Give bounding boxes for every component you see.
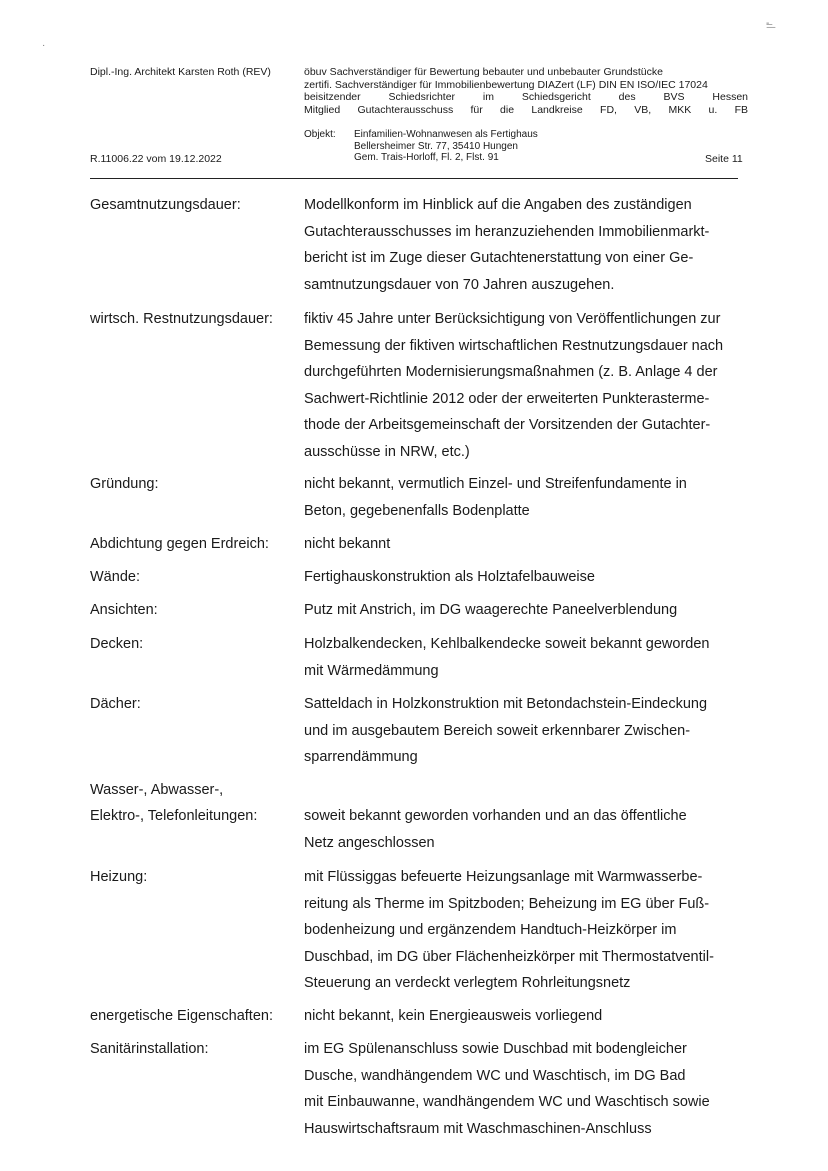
spec-value (304, 803, 754, 856)
spec-line: Netz angeschlossen (304, 834, 435, 851)
spec-value (304, 192, 754, 298)
object-line: Bellersheimer Str. 77, 35410 Hungen (354, 140, 518, 152)
object-line: Einfamilien-Wohnanwesen als Fertighaus (354, 129, 538, 140)
spec-value (304, 564, 754, 591)
spec-label: energetische Eigenschaften: (90, 1008, 273, 1024)
spec-label: Heizung: (90, 869, 148, 885)
spec-line: nicht bekannt, vermutlich Einzel- und Streifenfundamente in (304, 476, 687, 492)
spec-line: Hauswirtschaftsraum mit Waschmaschinen-Anschluss (304, 1120, 652, 1137)
spec-line: Fertighauskonstruktion als Holztafelbauweise (304, 569, 595, 585)
spec-value (304, 597, 754, 624)
spec-label: Gesamtnutzungsdauer: (90, 197, 241, 213)
spec-line: mit Wärmedämmung (304, 662, 439, 679)
spec-line: Sachwert-Richtlinie 2012 oder der erweiterten Punkterasterme- (304, 390, 710, 407)
spec-line: mit Einbauwanne, wandhängendem WC und Waschtisch sowie (304, 1094, 710, 1110)
header-divider (90, 178, 738, 179)
spec-label: Elektro-, Telefonleitungen: (90, 808, 258, 824)
spec-line: Steuerung an verdeckt verlegtem Rohrleitungsnetz (304, 975, 631, 991)
spec-line: bodenheizung und ergänzendem Handtuch-Heizkörper im (304, 922, 677, 938)
qualification-line: Mitglied Gutachterausschuss für die Landkreise FD, VB, MKK u. FB (304, 103, 748, 116)
spec-line: nicht bekannt (304, 536, 391, 552)
spec-value (304, 306, 754, 465)
spec-label: Wasser-, Abwasser-, (90, 782, 224, 798)
spec-label: Ansichten: (90, 602, 158, 618)
reference-number: R.11006.22 vom 19.12.2022 (90, 153, 222, 165)
spec-line: nicht bekannt, kein Energieausweis vorliegend (304, 1008, 603, 1024)
qualification-line: beisitzender Schiedsrichter im Schiedsgericht des BVS Hessen (304, 91, 748, 103)
spec-line: soweit bekannt geworden vorhanden und an das öffentliche (304, 808, 687, 824)
spec-line: mit Flüssiggas befeuerte Heizungsanlage mit Warmwasserbe- (304, 869, 703, 885)
spec-value (304, 471, 754, 524)
scan-mark-top-left: · (42, 40, 46, 51)
spec-line: fiktiv 45 Jahre unter Berücksichtigung von Veröffentlichungen zur (304, 311, 721, 327)
spec-line: reitung als Therme im Spitzboden; Beheizung im EG über Fuß- (304, 895, 710, 912)
spec-value (304, 1036, 754, 1142)
spec-line: im EG Spülenanschluss sowie Duschbad mit bodengleicher (304, 1041, 687, 1057)
object-line: Gem. Trais-Horloff, Fl. 2, Flst. 91 (354, 152, 499, 163)
object-label: Objekt: (304, 129, 336, 140)
spec-line: Putz mit Anstrich, im DG waagerechte Paneelverblendung (304, 602, 678, 618)
spec-line: Satteldach in Holzkonstruktion mit Betondachstein-Eindeckung (304, 696, 708, 712)
spec-line: Holzbalkendecken, Kehlbalkendecke soweit bekannt geworden (304, 636, 710, 652)
spec-line: samtnutzungsdauer von 70 Jahren auszugehen. (304, 276, 615, 293)
spec-label: Decken: (90, 636, 144, 652)
page-number: Seite 11 (705, 153, 743, 165)
spec-line: Dusche, wandhängendem WC und Waschtisch, im DG Bad (304, 1067, 686, 1084)
qualifications (304, 66, 748, 116)
spec-line: durchgeführten Modernisierungsmaßnahmen (z. B. Anlage 4 der (304, 364, 718, 380)
spec-value (304, 1003, 754, 1030)
spec-value (304, 691, 754, 771)
spec-label: Gründung: (90, 476, 159, 492)
spec-line: Modellkonform im Hinblick auf die Angaben des zuständigen (304, 197, 692, 213)
spec-label: Dächer: (90, 696, 141, 712)
spec-label: Abdichtung gegen Erdreich: (90, 536, 269, 552)
spec-label: Sanitärinstallation: (90, 1041, 209, 1057)
spec-line: bericht ist im Zuge dieser Gutachtenerstattung von einer Ge- (304, 250, 694, 266)
spec-line: thode der Arbeitsgemeinschaft der Vorsitzenden der Gutachter- (304, 417, 711, 433)
spec-line: und im ausgebautem Bereich soweit erkennbarer Zwischen- (304, 722, 691, 739)
spec-line: Gutachterausschusses im heranzuziehenden Immobilienmarkt- (304, 223, 710, 240)
spec-label: wirtsch. Restnutzungsdauer: (90, 311, 273, 327)
spec-value (304, 631, 754, 684)
spec-line: Duschbad, im DG über Flächenheizkörper mit Thermostatventil- (304, 948, 714, 965)
author-name: Dipl.-Ing. Architekt Karsten Roth (REV) (90, 66, 271, 78)
scan-mark-top-right: -̶͟ (766, 18, 770, 29)
spec-line: Beton, gegebenenfalls Bodenplatte (304, 502, 530, 519)
spec-value (304, 864, 754, 997)
spec-line: Bemessung der fiktiven wirtschaftlichen Restnutzungsdauer nach (304, 337, 724, 354)
spec-label: Wände: (90, 569, 140, 585)
spec-line: sparrendämmung (304, 749, 418, 765)
spec-value (304, 531, 754, 558)
spec-line: ausschüsse in NRW, etc.) (304, 443, 470, 460)
qualification-line: öbuv Sachverständiger für Bewertung bebauter und unbebauter Grundstücke (304, 66, 663, 78)
qualification-line: zertifi. Sachverständiger für Immobilienbewertung DIAZert (LF) DIN EN ISO/IEC 17024 (304, 78, 708, 91)
